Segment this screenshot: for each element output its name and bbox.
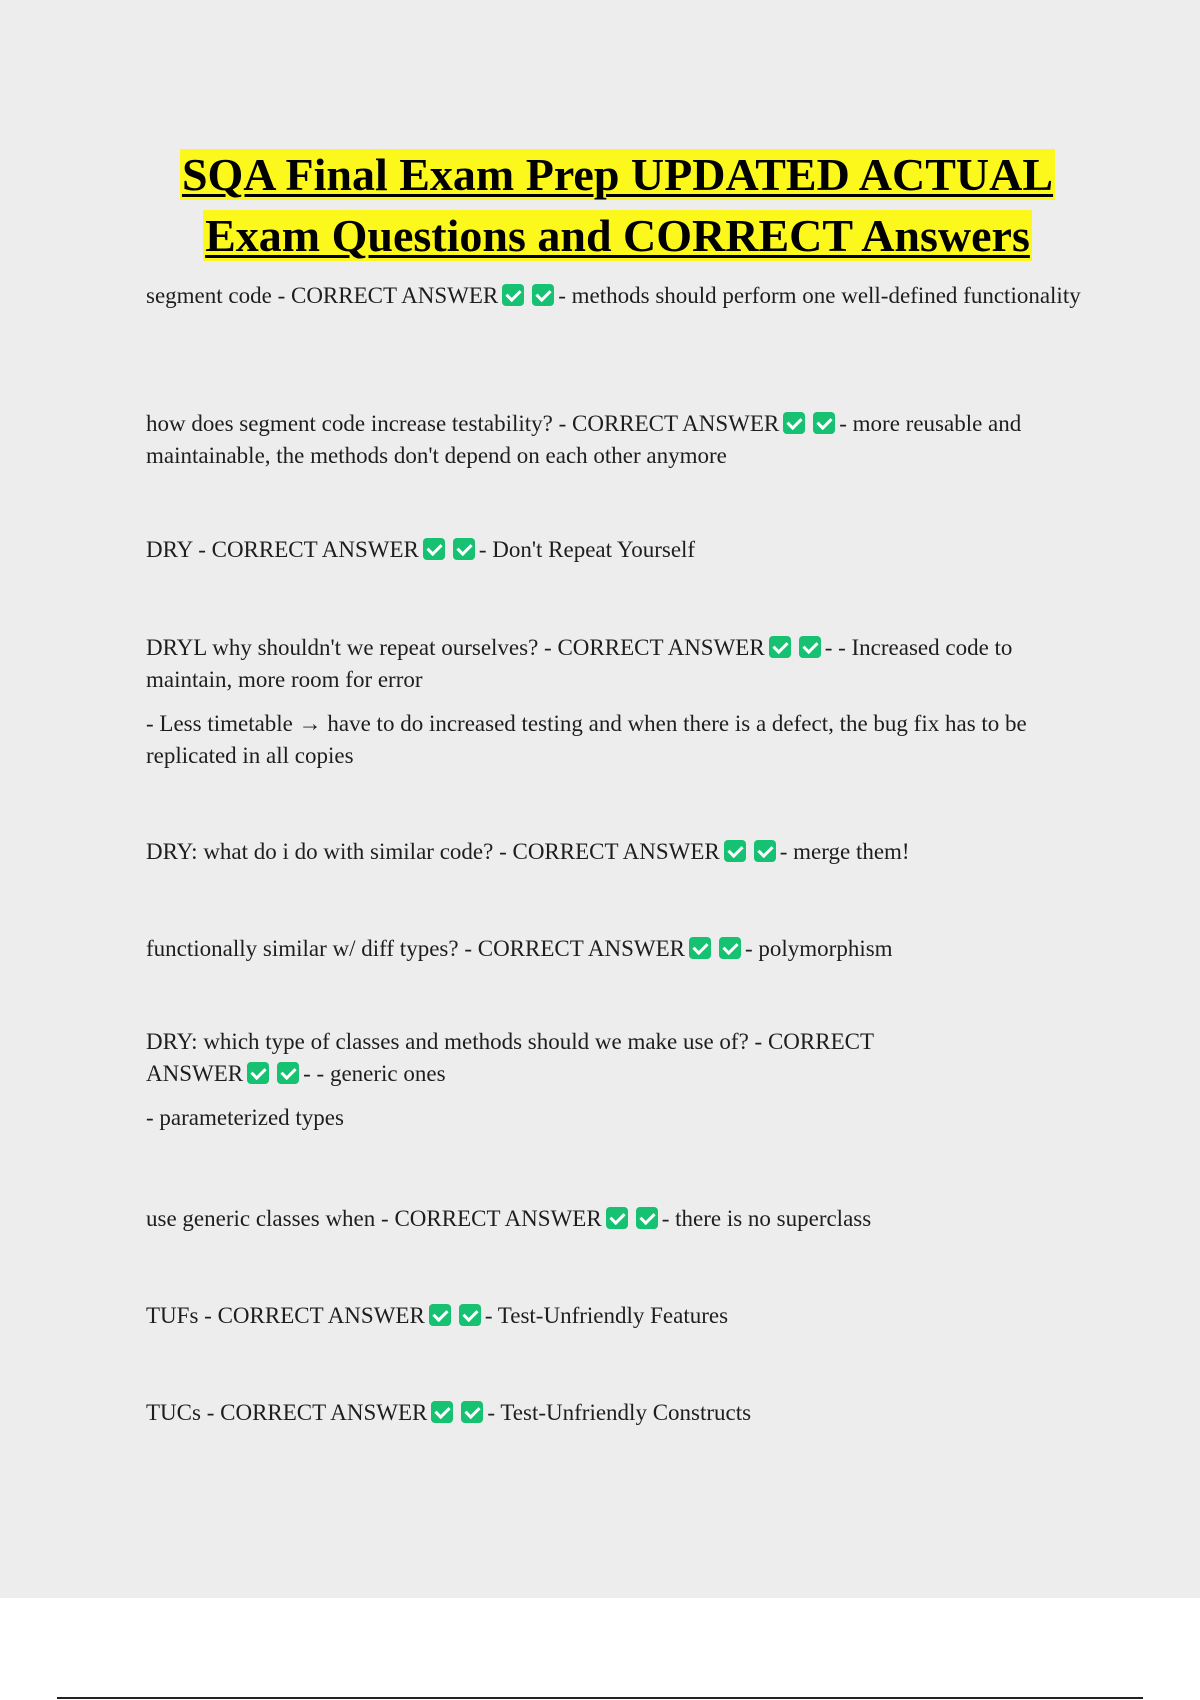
check-mark-icon	[799, 636, 821, 658]
qa-text	[146, 408, 1086, 472]
answer-text: - Don't Repeat Yourself	[478, 537, 696, 562]
qa-text	[146, 1026, 946, 1090]
question-text: DRYL why shouldn't we repeat ourselves? -	[146, 635, 558, 660]
answer-marker: CORRECT ANSWER	[572, 411, 780, 436]
answer-marker: CORRECT ANSWER	[512, 839, 720, 864]
qa-text	[146, 933, 1086, 965]
qa-text	[146, 632, 1086, 696]
answer-text: - polymorphism	[744, 936, 893, 961]
check-mark-icon	[502, 284, 524, 306]
title-line-2: Exam Questions and CORRECT Answers	[205, 210, 1030, 261]
answer-text: - methods should perform one well-defined functionality	[558, 283, 1081, 308]
check-mark-icon	[429, 1304, 451, 1326]
qa-item	[146, 933, 1086, 965]
question-text: use generic classes when -	[146, 1206, 395, 1231]
qa-text	[146, 280, 1086, 312]
qa-item	[146, 280, 1086, 312]
check-mark-icon	[636, 1207, 658, 1229]
check-mark-icon	[783, 412, 805, 434]
check-mark-icon	[453, 538, 475, 560]
check-mark-icon	[461, 1401, 483, 1423]
check-mark-icon	[247, 1062, 269, 1084]
answer-marker: CORRECT ANSWER	[146, 1029, 874, 1086]
check-mark-icon	[689, 937, 711, 959]
answer-continuation: - Less timetable → have to do increased testing and when there is a defect, the bug fix has to be replicated in all copies	[146, 711, 1027, 768]
question-text: TUCs -	[146, 1400, 221, 1425]
check-mark-icon	[724, 840, 746, 862]
qa-item	[146, 1300, 1086, 1332]
qa-item	[146, 1397, 1086, 1429]
answer-text: - Test-Unfriendly Constructs	[487, 1400, 752, 1425]
check-mark-icon	[423, 538, 445, 560]
question-text: DRY: which type of classes and methods should we make use of? -	[146, 1029, 768, 1054]
check-mark-icon	[532, 284, 554, 306]
qa-text	[146, 1397, 1086, 1429]
title-line-1: SQA Final Exam Prep UPDATED ACTUAL	[181, 149, 1054, 200]
answer-continuation: - parameterized types	[146, 1105, 344, 1130]
check-mark-icon	[431, 1401, 453, 1423]
question-text: DRY: what do i do with similar code? -	[146, 839, 513, 864]
answer-marker: CORRECT ANSWER	[211, 537, 419, 562]
answer-text: - more reusable and maintainable, the methods don't depend on each other anymore	[146, 411, 1022, 468]
answer-text: - there is no superclass	[661, 1206, 872, 1231]
qa-item	[146, 408, 1086, 472]
qa-item	[146, 534, 1086, 566]
answer-marker: CORRECT ANSWER	[557, 635, 765, 660]
question-text: DRY -	[146, 537, 212, 562]
check-mark-icon	[277, 1062, 299, 1084]
answer-text: - - Increased code to maintain, more room for error	[146, 635, 1013, 692]
question-text: TUFs -	[146, 1303, 218, 1328]
answer-marker: CORRECT ANSWER	[477, 936, 685, 961]
answer-marker: CORRECT ANSWER	[217, 1303, 425, 1328]
qa-item	[146, 1026, 946, 1134]
footer-divider	[57, 1697, 1143, 1699]
question-text: segment code -	[146, 283, 291, 308]
answer-text: - merge them!	[779, 839, 910, 864]
answer-marker: CORRECT ANSWER	[290, 283, 499, 308]
check-mark-icon	[754, 840, 776, 862]
qa-item	[146, 1203, 1086, 1235]
qa-item	[146, 836, 1086, 868]
answer-marker: CORRECT ANSWER	[220, 1400, 428, 1425]
question-text: functionally similar w/ diff types? -	[146, 936, 478, 961]
qa-text	[146, 1203, 1086, 1235]
question-text: how does segment code increase testability? -	[146, 411, 572, 436]
document-title	[130, 144, 1105, 266]
answer-marker: CORRECT ANSWER	[394, 1206, 602, 1231]
check-mark-icon	[459, 1304, 481, 1326]
qa-text	[146, 836, 1086, 868]
answer-text: - Test-Unfriendly Features	[484, 1303, 729, 1328]
check-mark-icon	[813, 412, 835, 434]
qa-text	[146, 1300, 1086, 1332]
answer-text: - - generic ones	[303, 1061, 446, 1086]
qa-text	[146, 534, 1086, 566]
check-mark-icon	[769, 636, 791, 658]
qa-item	[146, 632, 1086, 772]
check-mark-icon	[606, 1207, 628, 1229]
check-mark-icon	[719, 937, 741, 959]
